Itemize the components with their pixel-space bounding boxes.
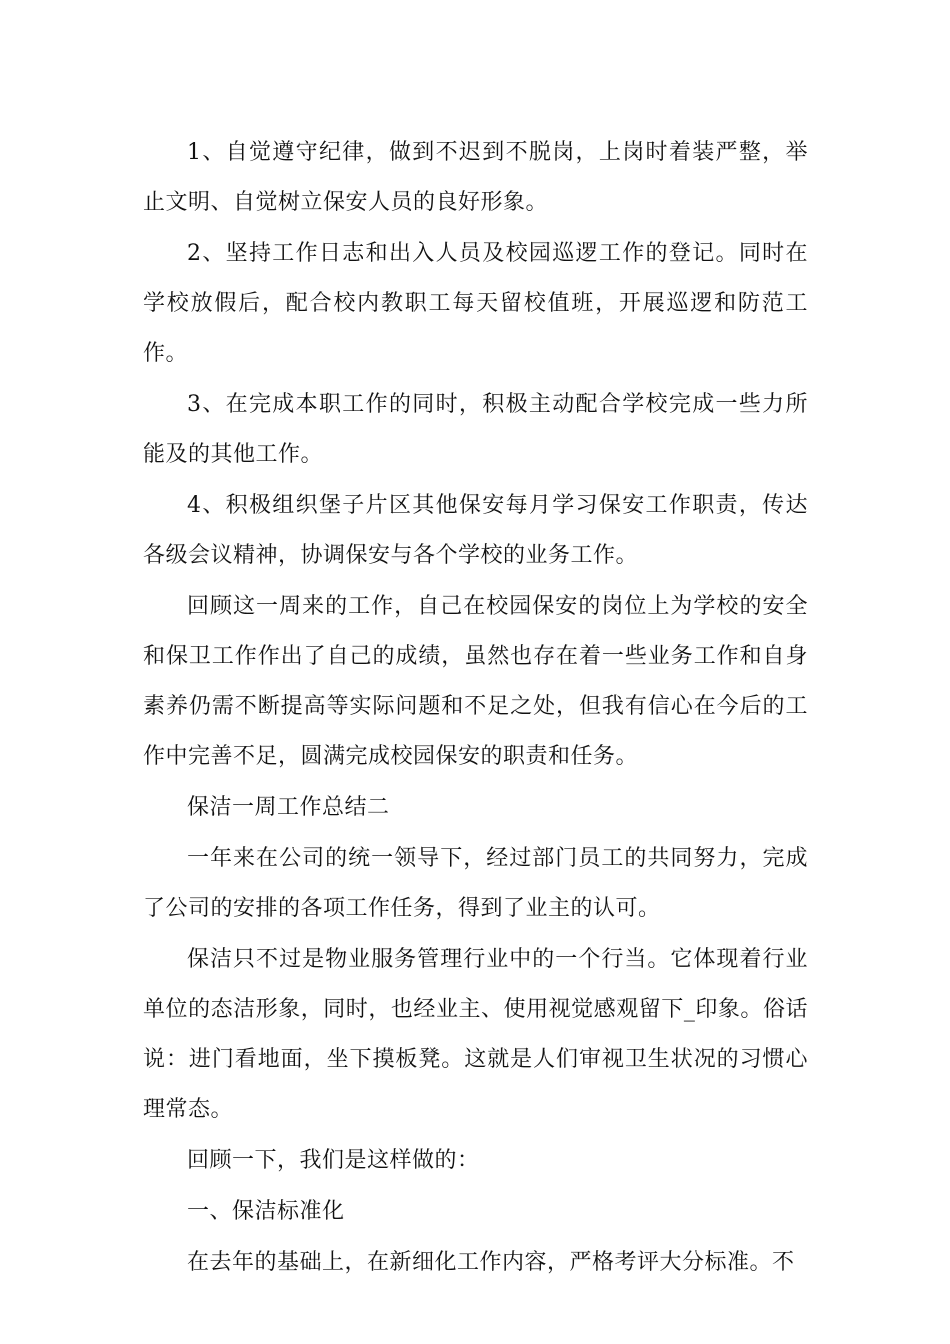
paragraph-rule-4: 4、积极组织堡子片区其他保安每月学习保安工作职责，传达各级会议精神，协调保安与各个学校的业务工作。 [143,493,808,568]
paragraph-cleaning-role: 保洁只不过是物业服务管理行业中的一个行当。它体现着行业单位的态洁形象，同时，也经业主、使用视觉感观留下_印象。俗话说：进门看地面，坐下摸板凳。这就是人们审视卫生状况的习惯心理常态。 [143,947,808,1122]
paragraph-year-summary: 一年来在公司的统一领导下，经过部门员工的共同努力，完成了公司的安排的各项工作任务，得到了业主的认可。 [143,846,808,921]
paragraph-rule-2: 2、坚持工作日志和出入人员及校园巡逻工作的登记。同时在学校放假后，配合校内教职工每天留校值班，开展巡逻和防范工作。 [143,241,808,366]
section-title-cleaning-summary: 保洁一周工作总结二 [187,795,390,820]
paragraph-rule-1: 1、自觉遵守纪律，做到不迟到不脱岗，上岗时着装严整，举止文明、自觉树立保安人员的良好形象。 [143,140,808,215]
paragraph-rule-3: 3、在完成本职工作的同时，积极主动配合学校完成一些力所能及的其他工作。 [143,392,808,467]
paragraph-standardization: 在去年的基础上，在新细化工作内容，严格考评大分标准。不 [187,1250,795,1275]
paragraph-review-intro: 回顾一下，我们是这样做的： [187,1148,480,1173]
document-body [143,128,808,1289]
paragraph-review: 回顾这一周来的工作，自己在校园保安的岗位上为学校的安全和保卫工作作出了自己的成绩，虽然也存在着一些业务工作和自身素养仍需不断提高等实际问题和不足之处，但我有信心在今后的工作中完善不足，圆满完成校园保安的职责和任务。 [143,594,808,769]
section-heading-standardization: 一、保洁标准化 [187,1199,345,1224]
